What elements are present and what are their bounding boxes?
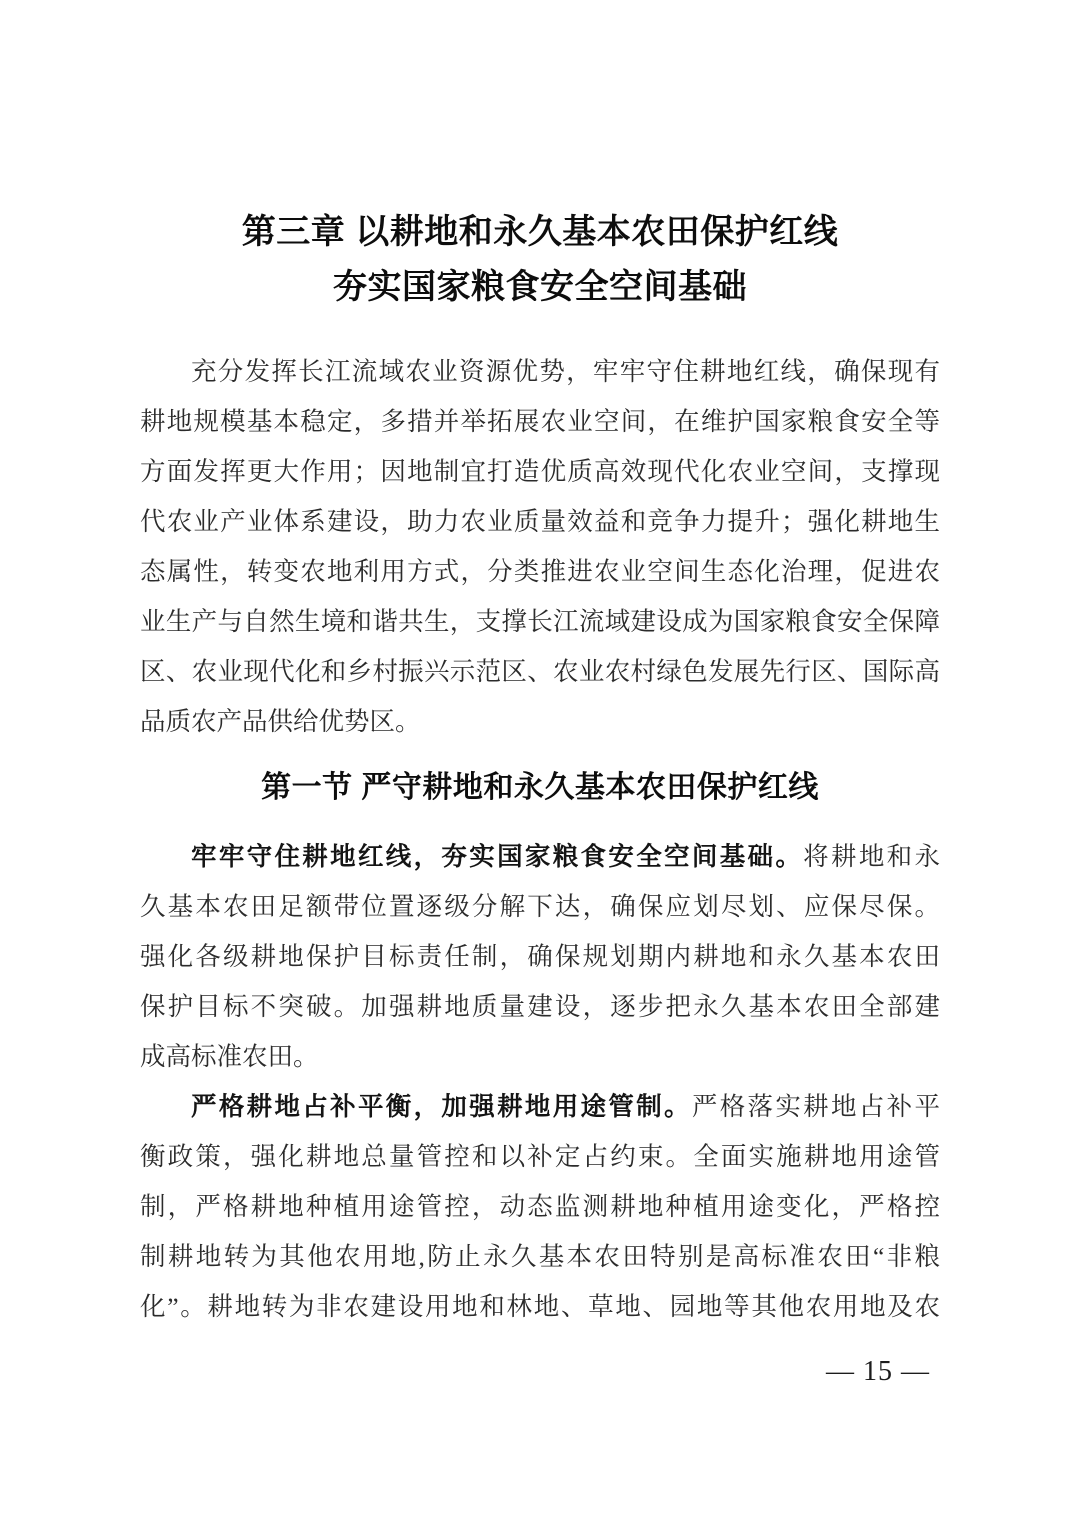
- body-paragraph: [140, 832, 940, 1082]
- paragraph-text: 制耕地转为其他农用地,防止永久基本农田特别是高标准农田“非粮: [140, 1242, 940, 1271]
- page-number: — 15 —: [826, 1356, 930, 1387]
- section-title: 第一节 严守耕地和永久基本农田保护红线: [261, 771, 819, 804]
- text-line: [140, 1232, 940, 1282]
- body-text: [140, 347, 940, 1332]
- paragraph-text: 衡政策，强化耕地总量管控和以补定占约束。全面实施耕地用途管: [140, 1142, 940, 1171]
- text-line: [140, 447, 940, 497]
- text-line: [140, 1132, 940, 1182]
- chapter-title-line-2: 夯实国家粮食安全空间基础: [333, 268, 747, 306]
- text-line: [140, 647, 940, 697]
- text-line: [140, 697, 940, 747]
- text-line: [140, 1082, 940, 1132]
- paragraph-text: 制，严格耕地种植用途管控，动态监测耕地种植用途变化，严格控: [140, 1192, 940, 1221]
- paragraph-text: 品质农产品供给优势区。: [140, 707, 421, 736]
- paragraph-text: 耕地规模基本稳定，多措并举拓展农业空间，在维护国家粮食安全等: [140, 407, 940, 436]
- text-line: [140, 1282, 940, 1332]
- text-line: [140, 597, 940, 647]
- text-line: [140, 832, 940, 882]
- chapter-title: [140, 205, 940, 315]
- paragraph-text: 成高标准农田。: [140, 1042, 319, 1071]
- text-line: [140, 982, 940, 1032]
- paragraph-text: 强化各级耕地保护目标责任制，确保规划期内耕地和永久基本农田: [140, 942, 940, 971]
- text-line: [140, 1032, 940, 1082]
- paragraph-text: 化”。耕地转为非农建设用地和林地、草地、园地等其他农用地及农: [140, 1292, 940, 1321]
- paragraph-text: 区、农业现代化和乡村振兴示范区、农业农村绿色发展先行区、国际高: [140, 657, 940, 686]
- text-line: [140, 932, 940, 982]
- body-paragraph: [140, 347, 940, 747]
- text-line: [140, 882, 940, 932]
- paragraph-text: 保护目标不突破。加强耕地质量建设，逐步把永久基本农田全部建: [140, 992, 940, 1021]
- paragraph-text: 代农业产业体系建设，助力农业质量效益和竞争力提升；强化耕地生: [140, 507, 940, 536]
- chapter-title-line-1: 第三章 以耕地和永久基本农田保护红线: [241, 213, 839, 251]
- text-line: [140, 1182, 940, 1232]
- text-line: [140, 547, 940, 597]
- paragraph-text: 将耕地和永: [803, 842, 940, 871]
- paragraph-text: 态属性，转变农地利用方式，分类推进农业空间生态化治理，促进农: [140, 557, 940, 586]
- paragraph-text: 业生产与自然生境和谐共生，支撑长江流域建设成为国家粮食安全保障: [140, 607, 940, 636]
- body-paragraph: [140, 1082, 940, 1332]
- paragraph-text: 方面发挥更大作用；因地制宜打造优质高效现代化农业空间，支撑现: [140, 457, 940, 486]
- text-line: [140, 347, 940, 397]
- paragraph-text: 久基本农田足额带位置逐级分解下达，确保应划尽划、应保尽保。: [140, 892, 940, 921]
- paragraph-lead-emphasis: 严格耕地占补平衡，加强耕地用途管制。: [191, 1092, 692, 1121]
- paragraph-text: 严格落实耕地占补平: [691, 1092, 940, 1121]
- paragraph-lead-emphasis: 牢牢守住耕地红线，夯实国家粮食安全空间基础。: [191, 842, 804, 871]
- text-line: [140, 497, 940, 547]
- paragraph-text: 充分发挥长江流域农业资源优势，牢牢守住耕地红线，确保现有: [191, 357, 940, 386]
- text-line: [140, 397, 940, 447]
